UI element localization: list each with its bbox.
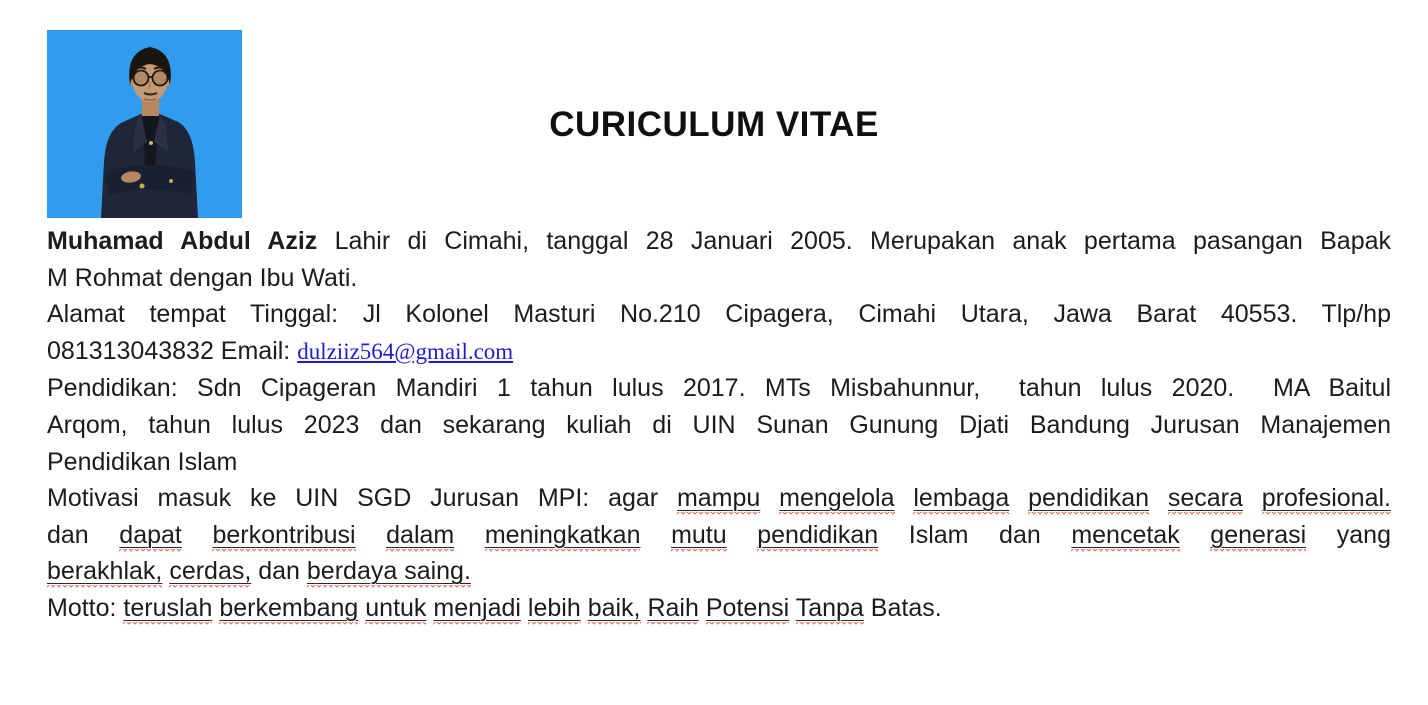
misspelled-word: mengelola [779, 484, 894, 515]
misspelled-word: untuk [365, 594, 426, 625]
misspelled-word: mampu [677, 484, 760, 515]
document-line [47, 480, 1391, 517]
text-segment [581, 594, 588, 622]
text-segment: Lahir di Cimahi, tanggal 28 Januari 2005. Merupakan anak pertama pasangan Bapak [317, 227, 1391, 255]
misspelled-word: mutu [671, 521, 727, 552]
misspelled-word: profesional. [1262, 484, 1391, 515]
document-line [47, 260, 1391, 297]
text-segment [760, 484, 779, 512]
document-line [47, 444, 1391, 481]
text-segment: dan [47, 520, 120, 549]
text-segment [521, 594, 528, 622]
text-segment: Pendidikan: Sdn Cipageran Mandiri 1 tahun lulus 2017. MTs Misbahunnur, tahun lulus 2020. MA Baitul [47, 374, 1391, 403]
text-segment: Arqom, tahun lulus 2023 dan sekarang kuliah di UIN Sunan Gunung Djati Bandung Jurusan Manajemen [47, 410, 1391, 439]
email-link[interactable]: dulziiz564@gmail.com [297, 338, 514, 364]
text-segment [727, 521, 758, 549]
document-line [47, 590, 1391, 627]
text-segment [1149, 484, 1168, 512]
misspelled-word: dapat [119, 521, 182, 552]
text-segment [182, 521, 213, 549]
document-line [47, 296, 1391, 333]
document-line [47, 333, 1391, 371]
document-line [47, 407, 1391, 444]
misspelled-word: Tanpa [796, 594, 864, 625]
misspelled-word: Potensi [706, 594, 789, 625]
text-segment: Motto: [47, 593, 124, 622]
text-segment [1009, 484, 1028, 512]
misspelled-word: baik, [588, 594, 641, 625]
text-segment [1180, 521, 1211, 549]
misspelled-word: lembaga [913, 484, 1009, 515]
misspelled-word: berakhlak, [47, 557, 162, 588]
misspelled-word: berdaya saing. [307, 557, 471, 588]
cv-document [47, 223, 1391, 627]
page-title: CURICULUM VITAE [549, 105, 879, 144]
text-segment: yang [1306, 520, 1391, 549]
text-segment: dan [251, 557, 307, 586]
misspelled-word: lebih [528, 594, 581, 625]
misspelled-word: berkembang [219, 594, 358, 625]
misspelled-word: teruslah [123, 594, 212, 625]
text-segment: Pendidikan Islam [47, 447, 238, 476]
document-line [47, 223, 1391, 260]
text-segment [895, 484, 914, 512]
text-segment [699, 594, 706, 622]
misspelled-word: berkontribusi [212, 521, 355, 552]
misspelled-word: cerdas, [169, 557, 251, 588]
text-segment [356, 521, 387, 549]
misspelled-word: Raih [647, 594, 698, 625]
text-segment [454, 521, 485, 549]
misspelled-word: secara [1168, 484, 1243, 515]
text-segment: Batas. [863, 593, 942, 622]
document-line [47, 517, 1391, 554]
text-segment: M Rohmat dengan Ibu Wati. [47, 263, 358, 292]
misspelled-word: menjadi [433, 594, 521, 625]
document-line [47, 370, 1391, 407]
text-segment: Motivasi masuk ke UIN SGD Jurusan MPI: agar [47, 484, 677, 513]
document-line [47, 553, 1391, 590]
misspelled-word: pendidikan [757, 521, 878, 552]
misspelled-word: mencetak [1071, 521, 1179, 552]
misspelled-word: generasi [1210, 521, 1306, 552]
text-segment [640, 521, 671, 549]
misspelled-word: meningkatkan [485, 521, 641, 552]
text-segment: Muhamad Abdul Aziz [47, 227, 318, 255]
misspelled-word: pendidikan [1028, 484, 1149, 515]
text-segment [1243, 484, 1262, 512]
text-segment: Alamat tempat Tinggal: Jl Kolonel Masturi No.210 Cipagera, Cimahi Utara, Jawa Barat 40553. Tlp/hp [47, 300, 1391, 329]
text-segment [789, 594, 796, 622]
misspelled-word: dalam [386, 521, 454, 552]
text-segment: 081313043832 Email: [47, 336, 298, 365]
text-segment: Islam dan [878, 520, 1072, 549]
